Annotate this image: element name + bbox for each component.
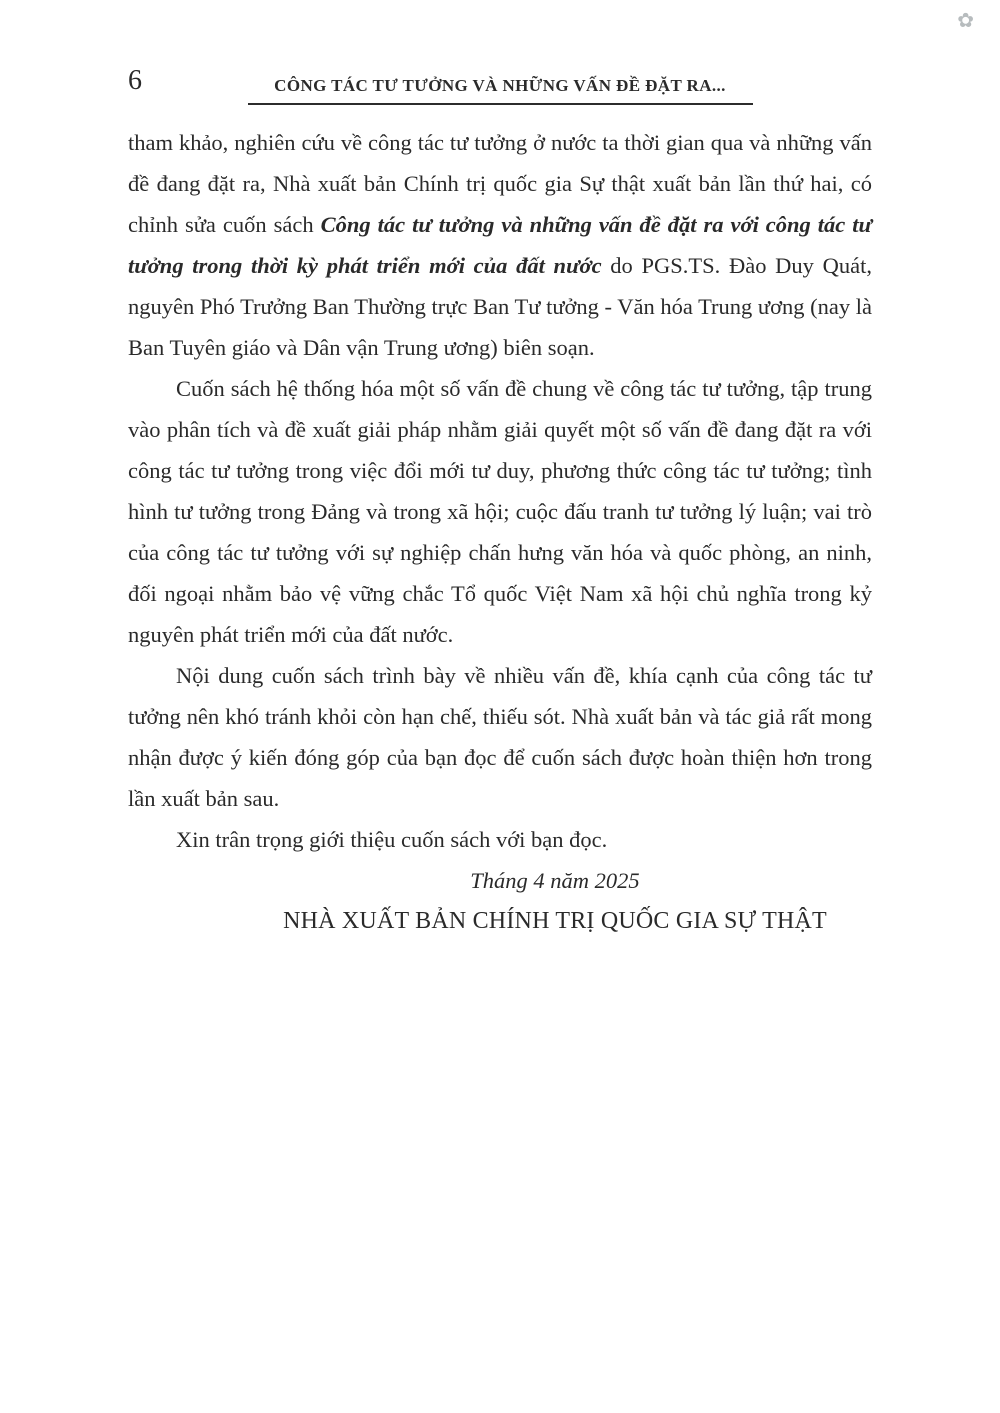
paragraph-summary: Cuốn sách hệ thống hóa một số vấn đề chung về công tác tư tưởng, tập trung vào phân tích và đề xuất giải pháp nhằm giải quyết một số vấn đề đang đặt ra với công tác tư tưởng trong việc đổi mới tư duy, phương thức công tác tư tưởng; tình hình tư tưởng trong Đảng và trong xã hội; cuộc đấu tranh tư tưởng lý luận; vai trò của công tác tư tưởng với sự nghiệp chấn hưng văn hóa và quốc phòng, an ninh, đối ngoại nhằm bảo vệ vững chắc Tổ quốc Việt Nam xã hội chủ nghĩa trong kỷ nguyên phát triển mới của đất nước.: [128, 376, 872, 647]
running-head: CÔNG TÁC TƯ TƯỞNG VÀ NHỮNG VẤN ĐỀ ĐẶT RA...: [274, 76, 726, 95]
date-line: Tháng 4 năm 2025: [470, 868, 640, 893]
book-title-emphasis: Công tác tư tưởng và những vấn đề đặt ra với công tác tư tưởng trong thời kỳ phát triển mới của đất nước: [128, 212, 872, 278]
paragraph-intro: [128, 122, 872, 368]
paragraph-closing: Xin trân trọng giới thiệu cuốn sách với bạn đọc.: [176, 827, 608, 852]
page-body: [128, 110, 872, 942]
paragraph-disclaimer: Nội dung cuốn sách trình bày về nhiều vấn đề, khía cạnh của công tác tư tưởng nên khó tránh khỏi còn hạn chế, thiếu sót. Nhà xuất bản và tác giả rất mong nhận được ý kiến đóng góp của bạn đọc để cuốn sách được hoàn thiện hơn trong lần xuất bản sau.: [128, 663, 872, 811]
paragraph-text: tham khảo, nghiên cứu về công tác tư tưởng ở nước ta thời gian qua và những vấn đề đang đặt ra, Nhà xuất bản Chính trị quốc gia Sự thật xuất bản lần thứ hai, có chỉnh sửa cuốn sách: [128, 130, 872, 237]
header-rule: [248, 103, 753, 105]
paragraph-text: do PGS.TS. Đào Duy Quát, nguyên Phó Trưởng Ban Thường trực Ban Tư tưởng - Văn hóa Trung ương (nay là Ban Tuyên giáo và Dân vận Trung ương) biên soạn.: [128, 253, 872, 360]
flower-ornament-icon: ✿: [957, 8, 974, 32]
running-head-wrap: [128, 70, 872, 105]
page-number: 6: [128, 65, 142, 96]
page-header: [128, 0, 872, 110]
publisher-name: NHÀ XUẤT BẢN CHÍNH TRỊ QUỐC GIA SỰ THẬT: [283, 908, 827, 934]
